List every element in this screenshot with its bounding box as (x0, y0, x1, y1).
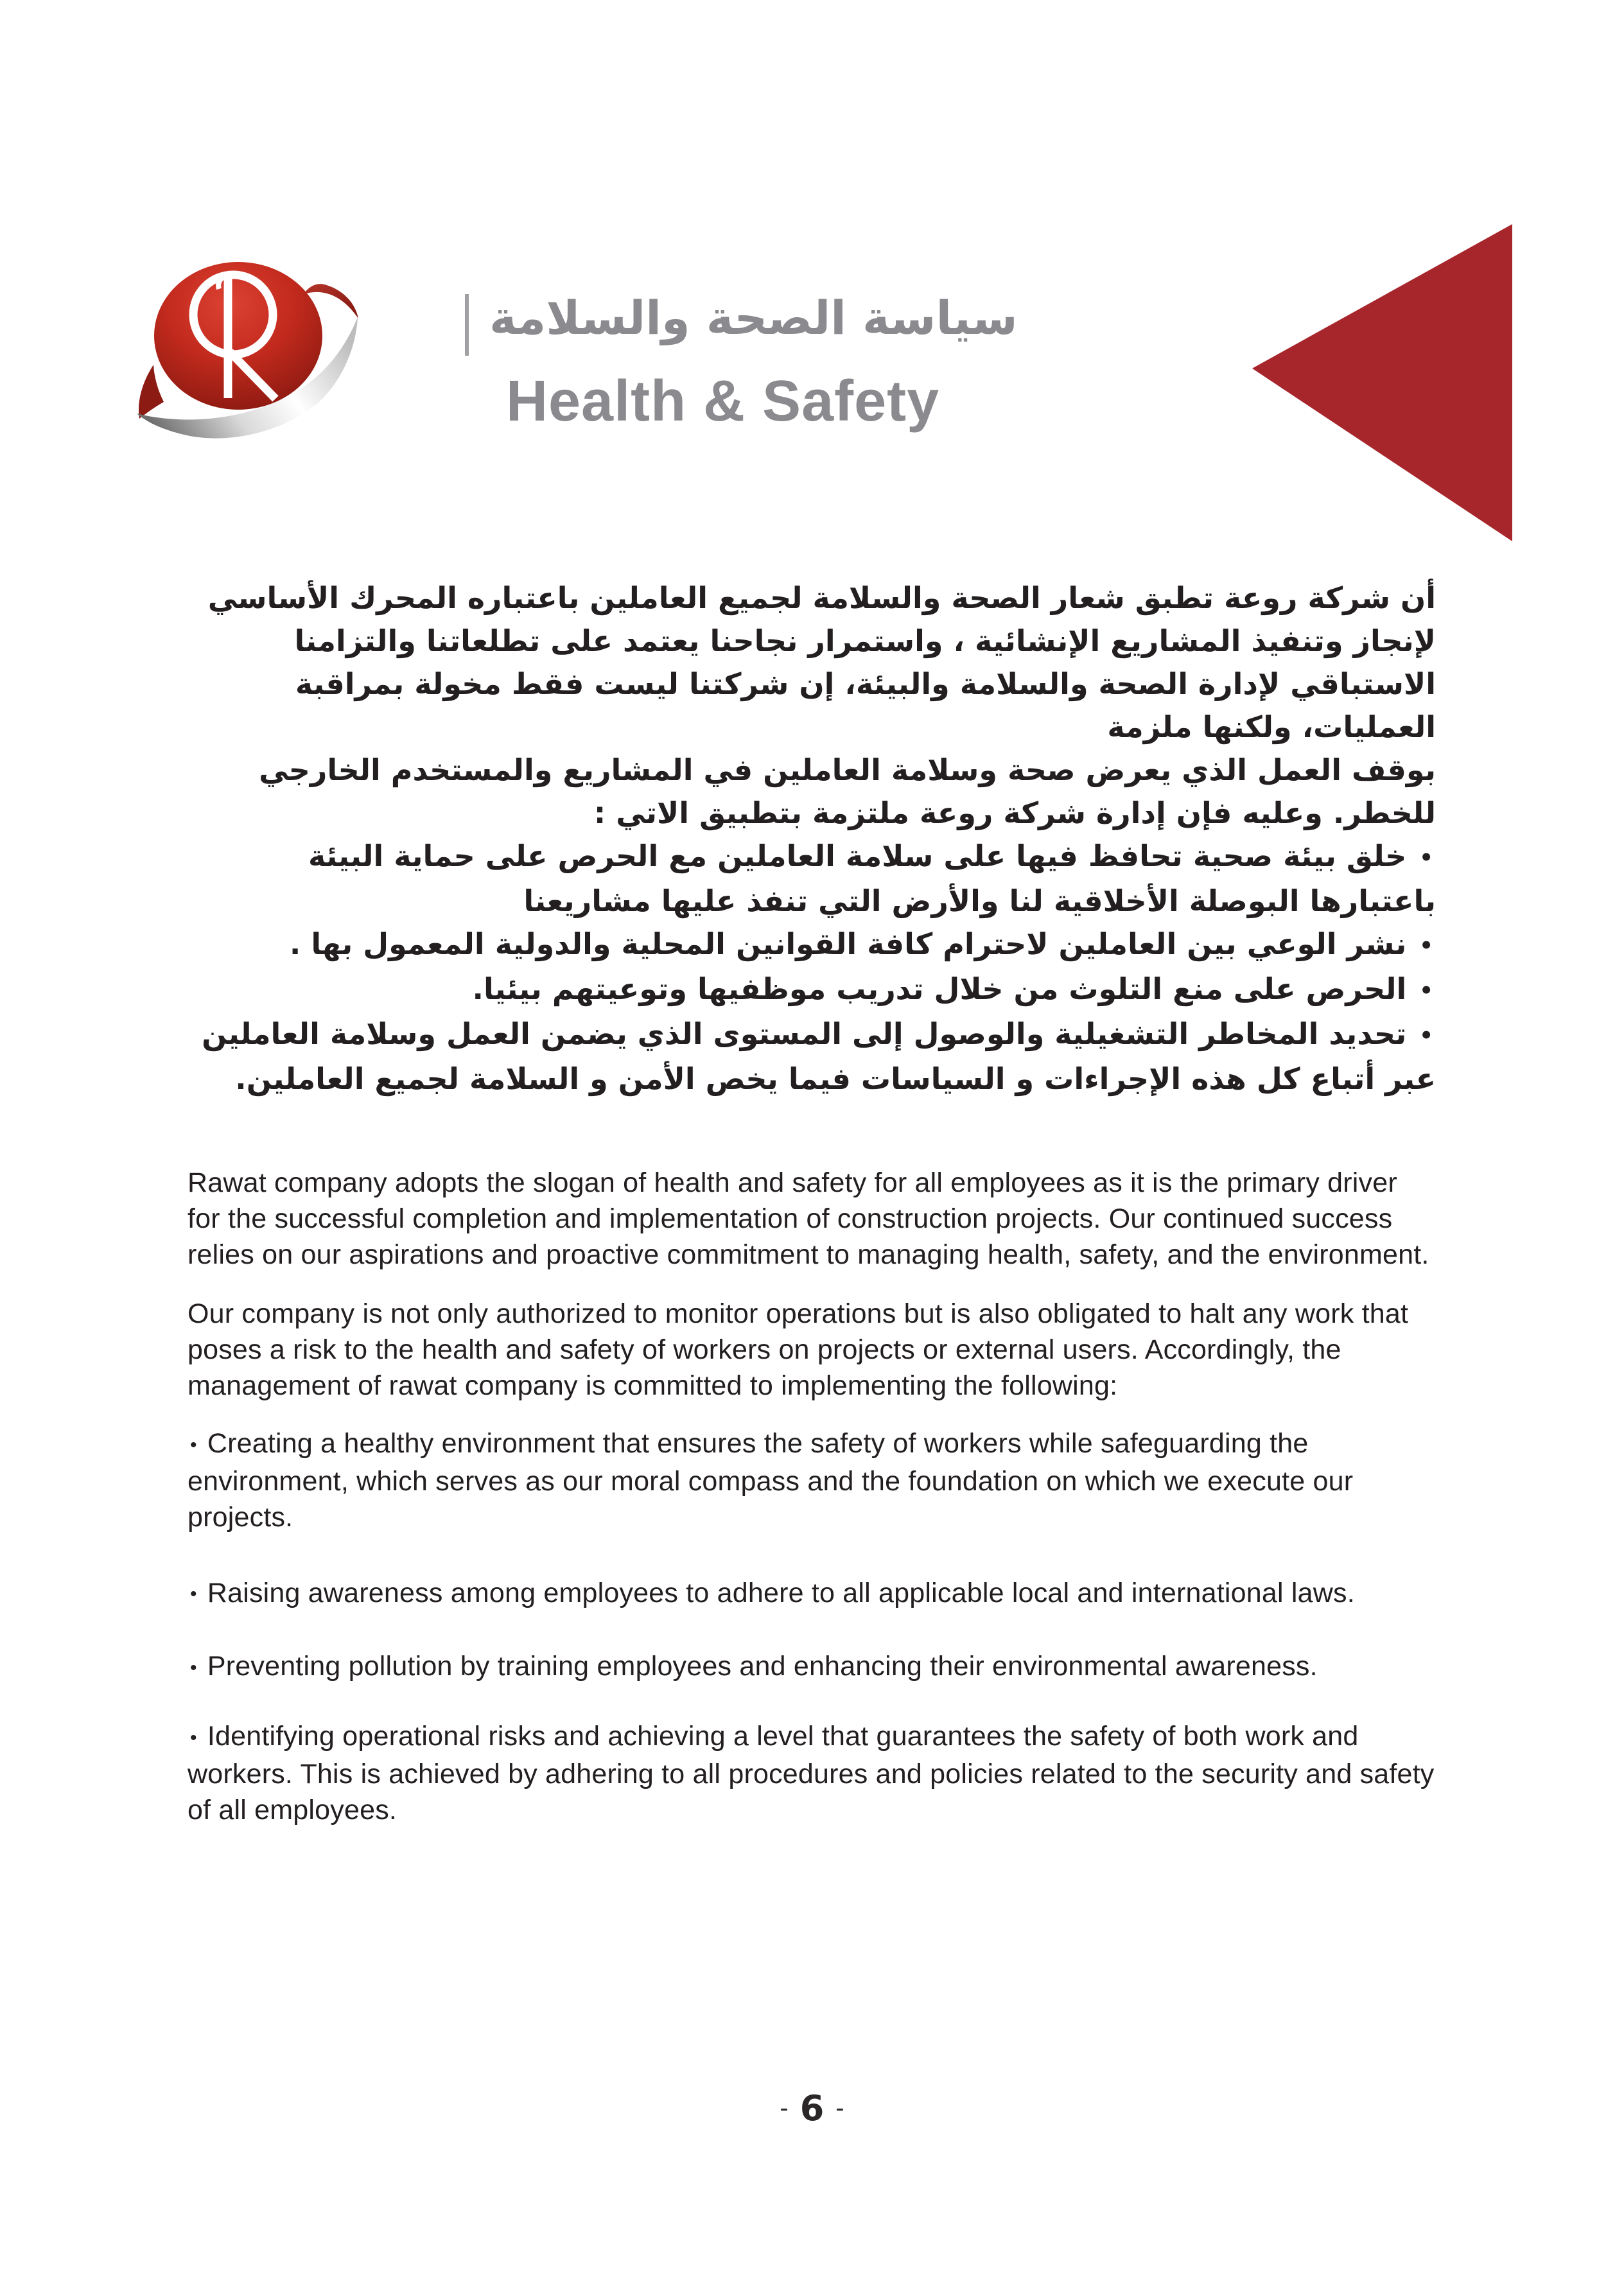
arabic-bullet-item (188, 968, 1436, 1013)
bullet-icon: • (190, 1727, 197, 1748)
arabic-paragraph: أن شركة روعة تطبق شعار الصحة والسلامة لجميع العاملين باعتباره المحرك الأساسي لإنجاز وتنفيذ المشاريع الإنشائية ، واستمرار نجاحنا يعتمد على تطلعاتنا والتزامنا الاستباقي لإدارة الصحة والسلامة والبيئة، إن شركتنا ليست فقط مخولة بمراقبة العمليات، ولكنها ملزمة (207, 580, 1436, 744)
bullet-icon: • (190, 1657, 197, 1678)
english-bullet-item (188, 1718, 1436, 1828)
arabic-bullet-text: تحديد المخاطر التشغيلية والوصول إلى المستوى الذي يضمن العمل وسلامة العاملين عبر أتباع كل هذه الإجراءات و السياسات فيما يخص الأمن و السلامة لجميع العاملين. (202, 1016, 1436, 1096)
page-number: 6 (799, 2088, 825, 2129)
bullet-icon: • (1419, 845, 1433, 871)
arabic-bullet-item (188, 923, 1436, 968)
page-title-arabic: سياسة الصحة والسلامة (489, 291, 1018, 345)
title-divider-bar (465, 294, 469, 356)
page-number-dash: - (835, 2094, 844, 2122)
english-bullet-item (188, 1648, 1436, 1686)
arabic-paragraph: بوقف العمل الذي يعرض صحة وسلامة العاملين في المشاريع والمستخدم الخارجي للخطر. وعليه فإن إدارة شركة روعة ملتزمة بتطبيق الاتي : (259, 753, 1436, 830)
bullet-icon: • (1419, 978, 1433, 1004)
arabic-bullet-item (188, 1013, 1436, 1101)
bullet-icon: • (190, 1434, 197, 1456)
arabic-policy-section (188, 577, 1436, 1101)
arabic-bullet-text: الحرص على منع التلوث من خلال تدريب موظفيها وتوعيتهم بيئيا. (472, 971, 1407, 1006)
document-content (188, 577, 1436, 1828)
page-title-english: Health & Safety (506, 369, 940, 433)
english-paragraph: Our company is not only authorized to monitor operations but is also obligated to halt any work that poses a risk to the health and safety of workers on projects or external users. Accordingly, the management of rawat company is committed to implementing the following: (188, 1298, 1409, 1401)
english-bullet-item (188, 1425, 1436, 1535)
bullet-icon: • (190, 1583, 197, 1605)
english-paragraph: Rawat company adopts the slogan of health and safety for all employees as it is the primary driver for the successful completion and implementation of construction projects. Our continued success relies on our aspirations and proactive commitment to managing health, safety, and the environment. (188, 1167, 1429, 1270)
arabic-bullet-text: نشر الوعي بين العاملين لاحترام كافة القوانين المحلية والدولية المعمول بها . (289, 927, 1407, 961)
arabic-bullet-text: خلق بيئة صحية تحافظ فيها على سلامة العاملين مع الحرص على حماية البيئة باعتبارها البوصلة الأخلاقية لنا والأرض التي تنفذ عليها مشاريعنا (308, 839, 1436, 918)
corner-triangle-decoration (1252, 224, 1512, 541)
page-number-dash: - (780, 2094, 789, 2122)
english-bullet-text: Identifying operational risks and achieving a level that guarantees the safety of both work and workers. This is achieved by adhering to all procedures and policies related to the security and safety of all employees. (188, 1720, 1435, 1825)
bullet-icon: • (1419, 933, 1433, 959)
english-bullet-text: Preventing pollution by training employees and enhancing their environmental awareness. (207, 1651, 1318, 1682)
english-bullet-text: Raising awareness among employees to adhere to all applicable local and international laws. (207, 1577, 1355, 1608)
page-footer (0, 2088, 1624, 2129)
rawat-company-logo-icon (132, 256, 363, 442)
english-policy-section (188, 1165, 1436, 1828)
english-bullet-item (188, 1575, 1436, 1613)
english-bullet-text: Creating a healthy environment that ensures the safety of workers while safeguarding the environment, which serves as our moral compass and the foundation on which we execute our projects. (188, 1428, 1354, 1533)
arabic-bullet-item (188, 835, 1436, 923)
bullet-icon: • (1419, 1023, 1433, 1049)
